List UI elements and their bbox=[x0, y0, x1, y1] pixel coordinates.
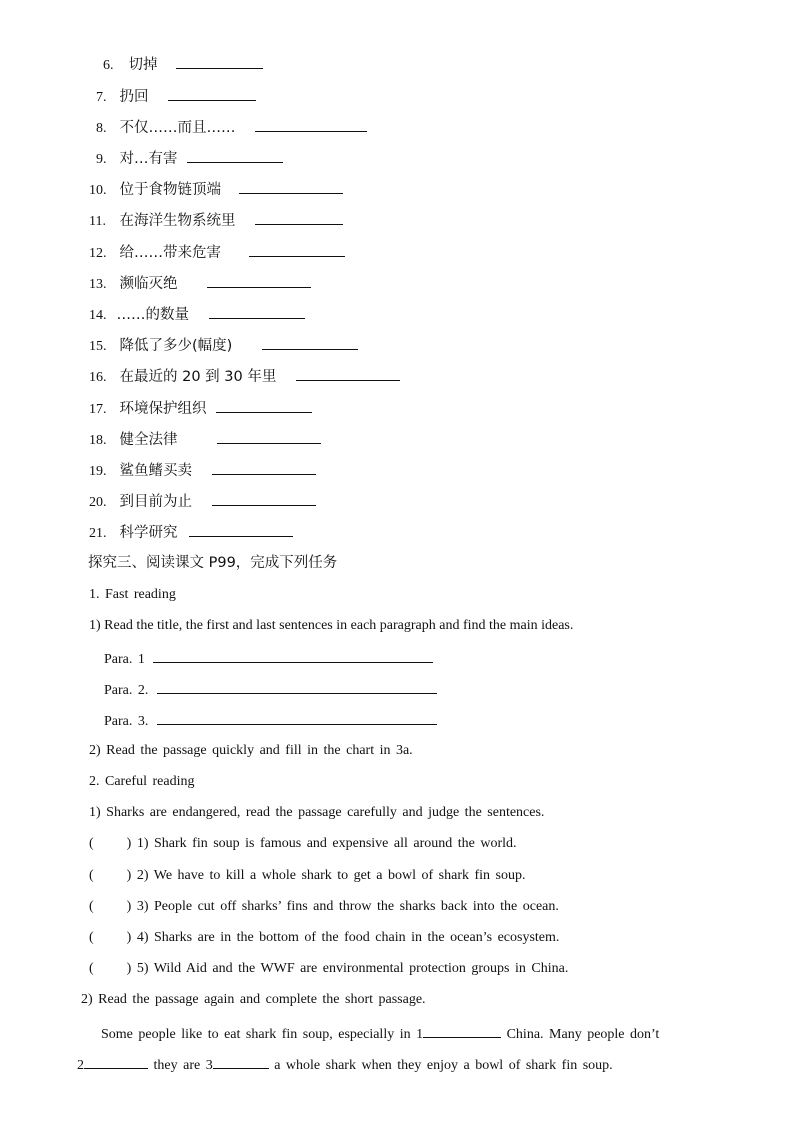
vocab-number: 16. bbox=[89, 370, 107, 385]
answer-blank[interactable] bbox=[187, 147, 283, 163]
vocab-text: 扔回 bbox=[119, 89, 149, 105]
judge-item bbox=[89, 834, 517, 854]
answer-blank[interactable] bbox=[168, 85, 256, 101]
vocab-item bbox=[89, 397, 312, 420]
vocab-item bbox=[89, 241, 345, 264]
para-line bbox=[104, 647, 433, 670]
vocab-text: 不仅……而且…… bbox=[119, 120, 236, 136]
judge-answer-box[interactable]: ( ) bbox=[89, 899, 132, 914]
vocab-item bbox=[89, 490, 316, 513]
passage-blank-1[interactable] bbox=[423, 1022, 501, 1038]
vocab-item bbox=[89, 272, 311, 295]
vocab-text: 对…有害 bbox=[119, 151, 178, 167]
vocab-text: 降低了多少(幅度) bbox=[119, 338, 233, 354]
vocab-item bbox=[103, 53, 263, 76]
answer-blank[interactable] bbox=[217, 428, 321, 444]
judge-item bbox=[89, 928, 559, 948]
vocab-item bbox=[96, 116, 367, 139]
vocab-item bbox=[89, 178, 343, 201]
vocab-number: 15. bbox=[89, 339, 107, 354]
judge-answer-box[interactable]: ( ) bbox=[89, 961, 132, 976]
vocab-number: 17. bbox=[89, 402, 107, 417]
judge-item bbox=[89, 959, 568, 979]
answer-blank[interactable] bbox=[216, 397, 312, 413]
vocab-text: ……的数量 bbox=[116, 307, 189, 323]
vocab-text: 健全法律 bbox=[119, 432, 178, 448]
passage-text: Some people like to eat shark fin soup, especially in 1 bbox=[101, 1027, 424, 1042]
passage-line-2 bbox=[77, 1053, 613, 1076]
answer-blank[interactable] bbox=[239, 178, 343, 194]
careful-reading-heading: 2. Careful reading bbox=[89, 774, 195, 789]
main-idea-blank[interactable] bbox=[157, 678, 437, 694]
vocab-item bbox=[89, 428, 321, 451]
answer-blank[interactable] bbox=[296, 365, 400, 381]
para-line bbox=[104, 678, 437, 701]
vocab-item bbox=[89, 459, 316, 482]
answer-blank[interactable] bbox=[209, 303, 305, 319]
passage-text: China. Many people don’t bbox=[501, 1027, 660, 1042]
vocab-number: 11. bbox=[89, 214, 106, 229]
vocab-number: 7. bbox=[96, 90, 107, 105]
vocab-text: 濒临灭绝 bbox=[119, 276, 178, 292]
answer-blank[interactable] bbox=[255, 209, 343, 225]
vocab-number: 9. bbox=[96, 152, 107, 167]
para-label: Para. 3. bbox=[104, 714, 149, 729]
vocab-item bbox=[89, 365, 400, 388]
vocab-number: 6. bbox=[103, 58, 114, 73]
careful-reading-task-2: 2) Read the passage again and complete the short passage. bbox=[81, 992, 426, 1007]
vocab-text: 到目前为止 bbox=[119, 494, 192, 510]
fast-reading-task-2: 2) Read the passage quickly and fill in the chart in 3a. bbox=[89, 743, 413, 758]
para-label: Para. 2. bbox=[104, 683, 149, 698]
vocab-item bbox=[89, 209, 343, 232]
vocab-number: 21. bbox=[89, 526, 107, 541]
vocab-text: 科学研究 bbox=[119, 525, 178, 541]
answer-blank[interactable] bbox=[176, 53, 263, 69]
judge-answer-box[interactable]: ( ) bbox=[89, 930, 132, 945]
vocab-text: 在海洋生物系统里 bbox=[119, 213, 236, 229]
judge-statement: 4) Sharks are in the bottom of the food chain in the ocean’s ecosystem. bbox=[136, 930, 560, 945]
para-label: Para. 1 bbox=[104, 652, 145, 667]
answer-blank[interactable] bbox=[249, 241, 345, 257]
main-idea-blank[interactable] bbox=[153, 647, 433, 663]
vocab-item bbox=[89, 334, 358, 357]
judge-statement: 5) Wild Aid and the WWF are environmental protection groups in China. bbox=[136, 961, 569, 976]
judge-item bbox=[89, 897, 559, 917]
answer-blank[interactable] bbox=[212, 459, 316, 475]
vocab-item bbox=[89, 521, 293, 544]
section-title: 探究三、阅读课文 P99，完成下列任务 bbox=[88, 555, 338, 571]
answer-blank[interactable] bbox=[189, 521, 293, 537]
passage-text: 2 bbox=[77, 1058, 84, 1073]
vocab-text: 给……带来危害 bbox=[119, 245, 221, 261]
passage-text: they are 3 bbox=[148, 1058, 213, 1073]
answer-blank[interactable] bbox=[262, 334, 358, 350]
para-line bbox=[104, 709, 437, 732]
main-idea-blank[interactable] bbox=[157, 709, 437, 725]
passage-line-1 bbox=[101, 1022, 659, 1045]
vocab-number: 14. bbox=[89, 308, 107, 323]
vocab-item bbox=[96, 147, 283, 170]
vocab-text: 位于食物链顶端 bbox=[119, 182, 221, 198]
vocab-number: 12. bbox=[89, 246, 107, 261]
vocab-item bbox=[96, 85, 256, 108]
judge-item bbox=[89, 866, 525, 886]
vocab-number: 13. bbox=[89, 277, 107, 292]
vocab-number: 20. bbox=[89, 495, 107, 510]
judge-statement: 3) People cut off sharks’ fins and throw the sharks back into the ocean. bbox=[136, 899, 559, 914]
judge-answer-box[interactable]: ( ) bbox=[89, 868, 132, 883]
vocab-text: 环境保护组织 bbox=[119, 401, 207, 417]
judge-statement: 1) Shark fin soup is famous and expensive all around the world. bbox=[136, 836, 517, 851]
judge-answer-box[interactable]: ( ) bbox=[89, 836, 132, 851]
answer-blank[interactable] bbox=[255, 116, 367, 132]
careful-reading-task-1: 1) Sharks are endangered, read the passage carefully and judge the sentences. bbox=[89, 805, 545, 820]
vocab-number: 19. bbox=[89, 464, 107, 479]
vocab-text: 在最近的 20 到 30 年里 bbox=[119, 369, 277, 385]
vocab-text: 鲨鱼鳍买卖 bbox=[119, 463, 192, 479]
vocab-number: 18. bbox=[89, 433, 107, 448]
vocab-item bbox=[89, 303, 305, 326]
vocab-number: 8. bbox=[96, 121, 107, 136]
passage-text: a whole shark when they enjoy a bowl of shark fin soup. bbox=[268, 1058, 613, 1073]
judge-statement: 2) We have to kill a whole shark to get a bowl of shark fin soup. bbox=[136, 868, 526, 883]
passage-blank-3[interactable] bbox=[213, 1053, 269, 1069]
vocab-text: 切掉 bbox=[128, 57, 158, 73]
passage-blank-2[interactable] bbox=[84, 1053, 148, 1069]
answer-blank[interactable] bbox=[207, 272, 311, 288]
fast-reading-heading: 1. Fast reading bbox=[89, 587, 176, 602]
answer-blank[interactable] bbox=[212, 490, 316, 506]
vocab-number: 10. bbox=[89, 183, 107, 198]
fast-reading-task-1: 1) Read the title, the first and last sentences in each paragraph and find the main ideas. bbox=[89, 618, 574, 633]
